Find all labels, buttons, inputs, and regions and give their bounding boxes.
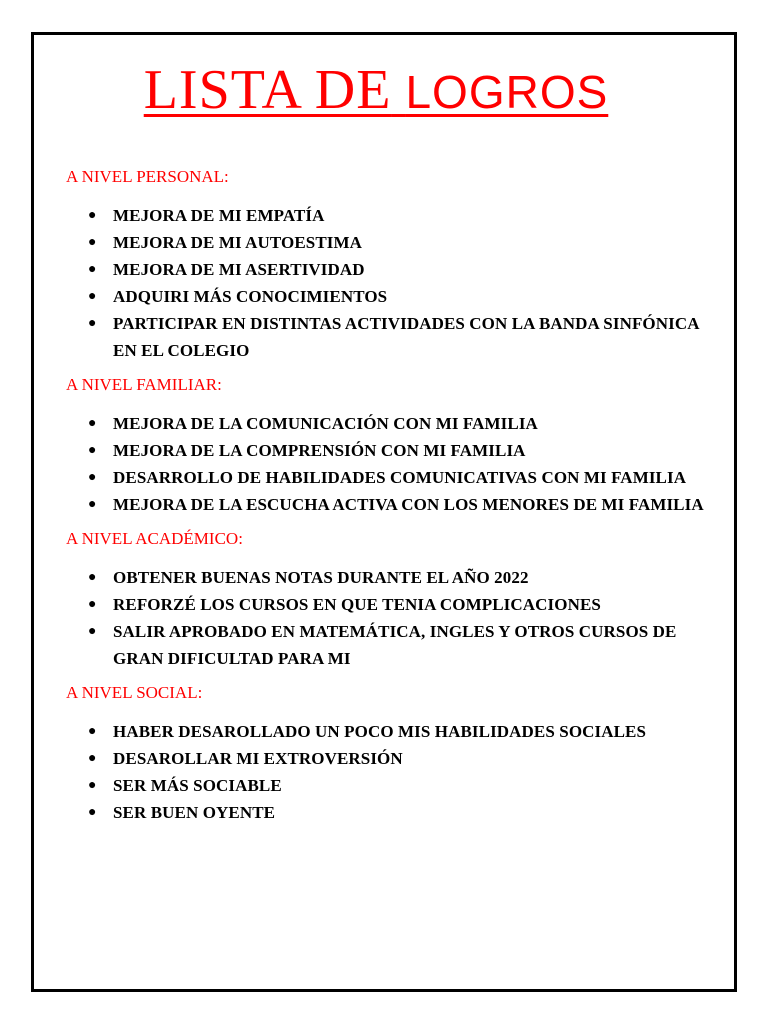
section-heading: A NIVEL PERSONAL: [66,167,229,186]
list-item: ● MEJORA DE MI AUTOESTIMA [66,229,706,256]
bullet-icon: ● [88,262,97,277]
bullet-icon: ● [88,805,97,820]
bullet-icon: ● [88,624,97,639]
bullet-icon: ● [88,751,97,766]
bullet-icon: ● [88,724,97,739]
list-item: ● OBTENER BUENAS NOTAS DURANTE EL AÑO 2022 [66,564,706,591]
page-title [0,58,768,124]
list-item: ● PARTICIPAR EN DISTINTAS ACTIVIDADES CON LA BANDA SINFÓNICA EN EL COLEGIO [66,310,706,364]
list-item: ● HABER DESAROLLADO UN POCO MIS HABILIDADES SOCIALES [66,718,706,745]
bullet-icon: ● [88,570,97,585]
bullet-icon: ● [88,316,97,331]
list-item: ● ADQUIRI MÁS CONOCIMIENTOS [66,283,706,310]
list-item: ● SER MÁS SOCIABLE [66,772,706,799]
section-social [66,681,706,826]
bullet-list [66,410,706,518]
bullet-list [66,202,706,364]
list-item: ● DESAROLLAR MI EXTROVERSIÓN [66,745,706,772]
section-academico [66,527,706,672]
list-item: ● MEJORA DE LA COMPRENSIÓN CON MI FAMILIA [66,437,706,464]
bullet-icon: ● [88,235,97,250]
list-item: ● MEJORA DE LA COMUNICACIÓN CON MI FAMILIA [66,410,706,437]
section-familiar [66,373,706,518]
bullet-icon: ● [88,778,97,793]
list-item: ● DESARROLLO DE HABILIDADES COMUNICATIVAS CON MI FAMILIA [66,464,706,491]
list-item: ● SALIR APROBADO EN MATEMÁTICA, INGLES Y OTROS CURSOS DE GRAN DIFICULTAD PARA MI [66,618,706,672]
bullet-icon: ● [88,416,97,431]
section-heading: A NIVEL SOCIAL: [66,683,203,702]
bullet-icon: ● [88,597,97,612]
list-item: ● MEJORA DE MI EMPATÍA [66,202,706,229]
bullet-icon: ● [88,470,97,485]
list-item: ● SER BUEN OYENTE [66,799,706,826]
list-item: ● MEJORA DE MI ASERTIVIDAD [66,256,706,283]
title-part-1: LISTA DE [143,59,392,121]
section-personal [66,165,706,364]
achievements-list [66,165,706,835]
section-heading: A NIVEL ACADÉMICO: [66,529,243,548]
bullet-list [66,564,706,672]
bullet-list [66,718,706,826]
title-part-2: LOGROS [405,66,609,118]
bullet-icon: ● [88,497,97,512]
bullet-icon: ● [88,289,97,304]
section-heading: A NIVEL FAMILIAR: [66,375,222,394]
bullet-icon: ● [88,208,97,223]
list-item: ● MEJORA DE LA ESCUCHA ACTIVA CON LOS MENORES DE MI FAMILIA [66,491,706,518]
bullet-icon: ● [88,443,97,458]
list-item: ● REFORZÉ LOS CURSOS EN QUE TENIA COMPLICACIONES [66,591,706,618]
